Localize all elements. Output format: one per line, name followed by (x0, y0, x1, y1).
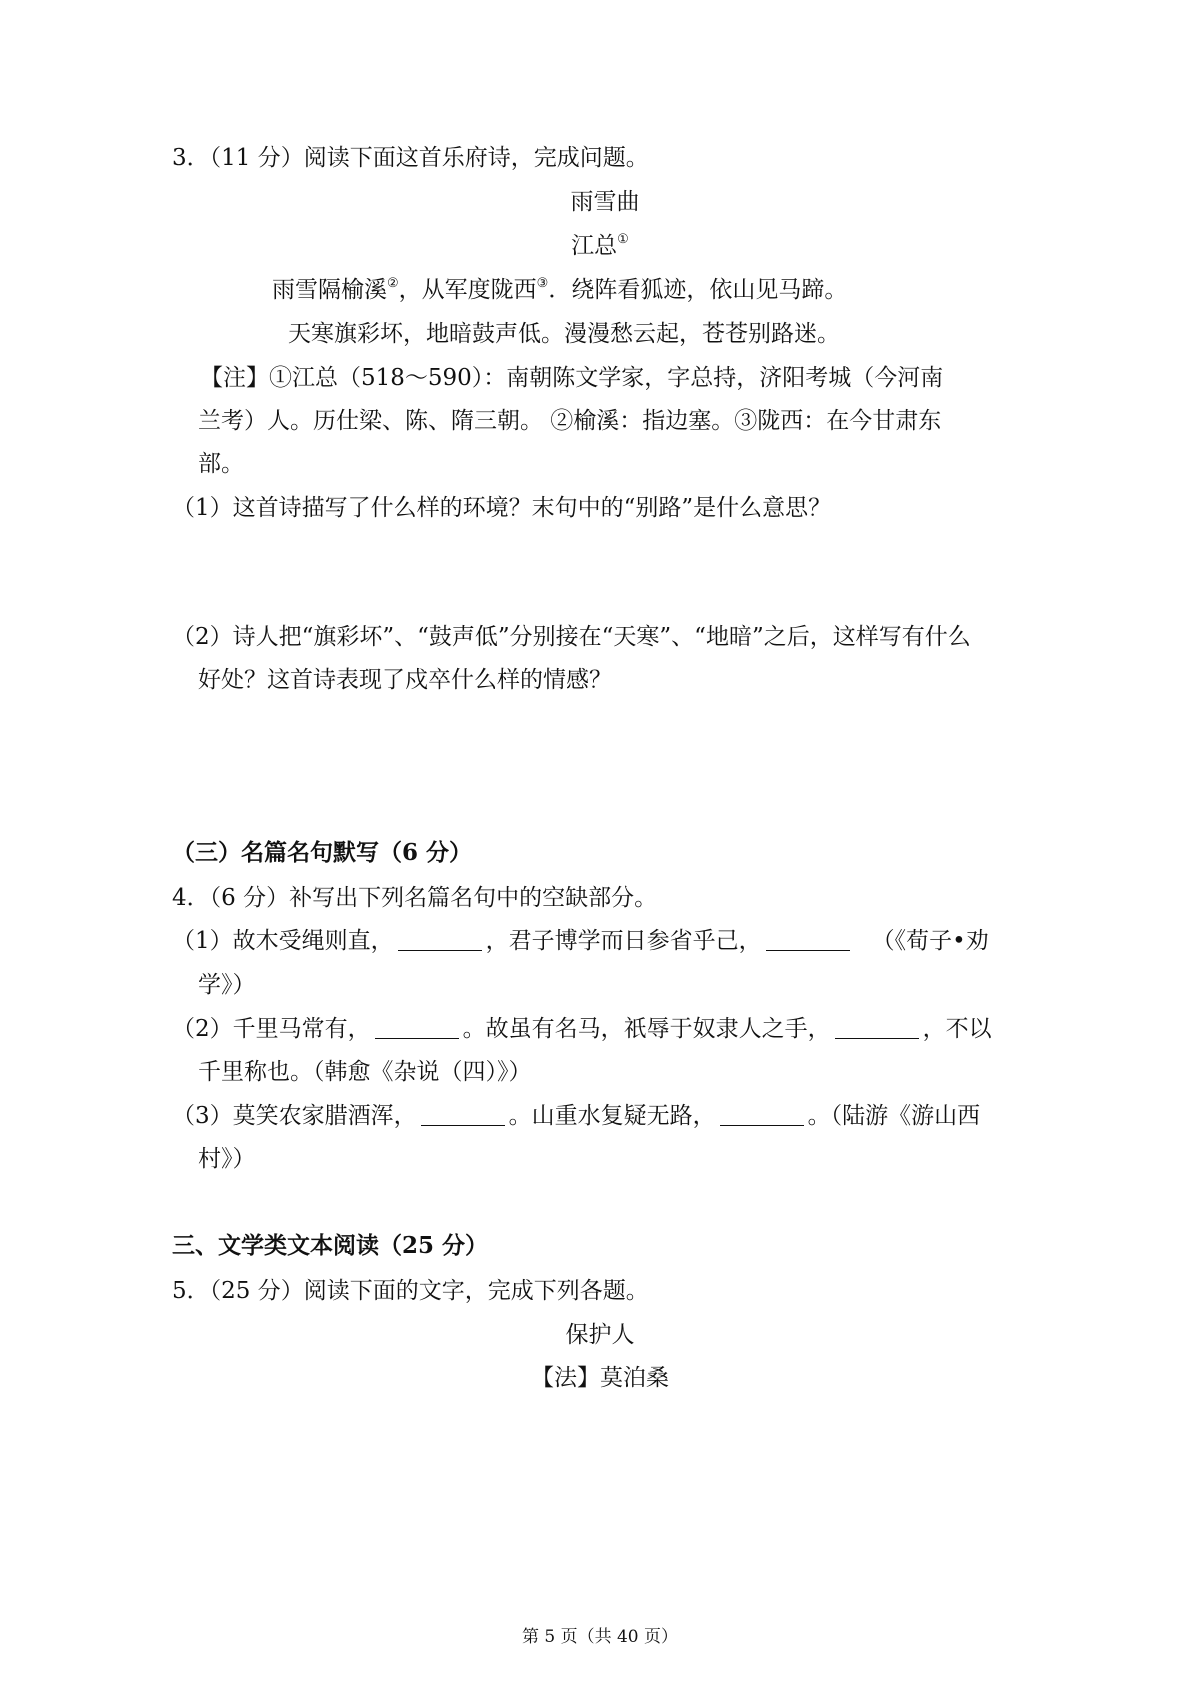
part-title-literary-reading: 三、文学类文本阅读（25 分） (172, 1232, 489, 1259)
answer-blank[interactable] (375, 1016, 459, 1039)
story-title: 保护人 (565, 1322, 635, 1348)
note-line-2: 兰考）人。历仕梁、陈、隋三朝。 ②榆溪：指边塞。③陇西：在今甘肃东 (198, 408, 942, 434)
poem-title: 雨雪曲 (570, 189, 640, 215)
section-title-famous-quotes: （三）名篇名句默写（6 分） (172, 839, 473, 866)
poem-line-1-part-b: ，从军度陇西 (398, 277, 537, 303)
poem-line-1-part-c: ．绕阵看狐迹，依山见马蹄。 (548, 277, 848, 303)
q4-item-1-line-1 (172, 926, 989, 956)
q4-item-1-text-a: （1）故木受绳则直， (172, 928, 394, 954)
q4-item-2-text-c: ，不以 (922, 1016, 992, 1042)
q4-item-1-line-2: 学》） (198, 972, 256, 998)
poem-line-1-part-a: 雨雪隔榆溪 (272, 277, 387, 303)
question-4-header: 4．（6 分）补写出下列名篇名句中的空缺部分。 (172, 885, 658, 911)
answer-blank[interactable] (720, 1103, 804, 1126)
sub-question-2-line-1: （2）诗人把“旗彩坏”、“鼓声低”分别接在“天寒”、“地暗”之后，这样写有什么 (172, 624, 971, 650)
q4-item-2-line-2: 千里称也。（韩愈《杂说（四）》） (198, 1059, 532, 1085)
question-5-header: 5．（25 分）阅读下面的文字，完成下列各题。 (172, 1278, 649, 1304)
page-footer: 第 5 页（共 40 页） (521, 1627, 679, 1647)
note-line-1: 【注】①江总（518～590）：南朝陈文学家，字总持，济阳考城（今河南 (200, 365, 944, 391)
footnote-mark: ② (387, 276, 399, 291)
footnote-mark: ③ (536, 276, 549, 291)
answer-blank[interactable] (398, 928, 482, 951)
q4-item-3-text-c: 。（陆游《游山西 (807, 1103, 981, 1129)
poem-line-1 (272, 275, 847, 305)
sub-question-2-line-2: 好处？这首诗表现了戍卒什么样的情感？ (198, 667, 612, 693)
q4-item-2-text-a: （2）千里马常有， (172, 1016, 371, 1042)
q4-item-3-line-2: 村》） (198, 1146, 256, 1172)
sub-question-1: （1）这首诗描写了什么样的环境？末句中的“别路”是什么意思？ (172, 495, 832, 521)
story-author: 【法】莫泊桑 (531, 1365, 669, 1391)
q4-item-1-text-b: ，君子博学而日参省乎己， (485, 928, 762, 954)
answer-blank[interactable] (835, 1016, 919, 1039)
q4-item-3-text-b: 。山重水复疑无路， (508, 1103, 716, 1129)
note-line-3: 部。 (198, 451, 244, 477)
q4-item-3-line-1 (172, 1101, 980, 1131)
poem-author (0, 231, 1200, 261)
question-3-header: 3．（11 分）阅读下面这首乐府诗，完成问题。 (172, 145, 649, 171)
q4-item-1-text-c: （《荀子•劝 (871, 928, 989, 954)
footnote-mark: ① (617, 232, 629, 247)
q4-item-3-text-a: （3）莫笑农家腊酒浑， (172, 1103, 417, 1129)
poem-author-name: 江总 (571, 233, 618, 259)
q4-item-2-text-b: 。故虽有名马，祇辱于奴隶人之手， (462, 1016, 831, 1042)
answer-blank[interactable] (766, 928, 850, 951)
poem-line-2: 天寒旗彩坏，地暗鼓声低。漫漫愁云起，苍苍别路迷。 (288, 321, 840, 347)
answer-blank[interactable] (421, 1103, 505, 1126)
q4-item-2-line-1 (172, 1014, 992, 1044)
